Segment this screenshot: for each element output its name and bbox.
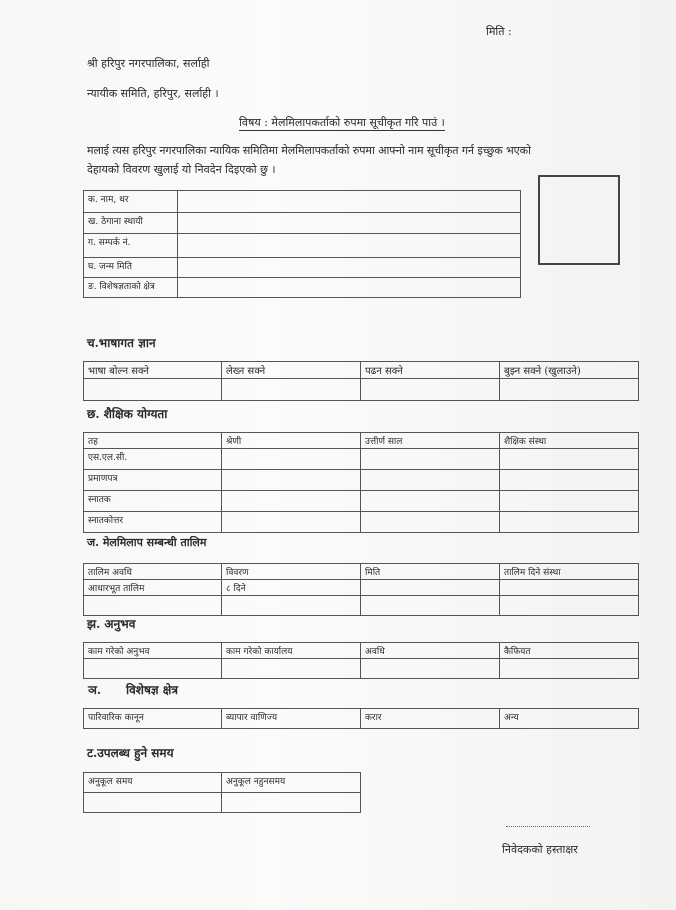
language-table xyxy=(83,361,639,401)
field-value-address[interactable] xyxy=(178,213,521,234)
header-cell: अनुकूल नहुनसमय xyxy=(222,773,361,793)
header-cell: अवधि xyxy=(361,643,500,659)
table-cell[interactable] xyxy=(84,379,222,401)
table-row xyxy=(84,709,639,729)
table-cell[interactable] xyxy=(222,596,361,616)
header-cell: बुझ्न सक्ने (खुलाउने) xyxy=(500,362,639,379)
table-row xyxy=(84,278,521,298)
expertise-option: अन्य xyxy=(500,709,639,729)
header-cell: विवरण xyxy=(222,564,361,580)
addressee-line-1: श्री हरिपुर नगरपालिका, सर्लाही xyxy=(87,57,210,70)
table-row xyxy=(84,773,361,793)
table-row xyxy=(84,580,639,596)
table-row xyxy=(84,379,639,401)
table-row xyxy=(84,793,361,813)
table-cell[interactable] xyxy=(361,491,500,512)
field-value-expertise[interactable] xyxy=(178,278,521,298)
language-section-title: च.भाषागत ज्ञान xyxy=(87,336,156,350)
expertise-option: करार xyxy=(361,709,500,729)
table-row xyxy=(84,643,639,659)
subject-line: विषय : मेलमिलापकर्ताको रुपमा सूचीकृत गरि पाउं । xyxy=(239,116,445,129)
body-text-line-2: देहायको विवरण खुलाई यो निवदेन दिइएको छु । xyxy=(87,163,276,176)
field-label-dob: घ. जन्म मिति xyxy=(84,258,178,278)
signature-line[interactable] xyxy=(506,826,590,827)
table-row xyxy=(84,512,639,533)
table-cell[interactable] xyxy=(361,512,500,533)
table-row xyxy=(84,449,639,470)
table-cell[interactable] xyxy=(222,470,361,491)
expertise-option: पारिवारिक कानून xyxy=(84,709,222,729)
table-cell[interactable] xyxy=(500,379,639,401)
field-label-contact: ग. सम्पर्क नं. xyxy=(84,234,178,258)
table-cell: आधारभूत तालिम xyxy=(84,580,222,596)
table-cell[interactable] xyxy=(361,449,500,470)
expertise-section-prefix: ञ. xyxy=(88,683,102,697)
header-cell: तालिम अवधि xyxy=(84,564,222,580)
header-cell: उत्तीर्ण साल xyxy=(361,433,500,449)
field-label-expertise: ङ. विशेषज्ञताको क्षेत्र xyxy=(84,278,178,298)
header-cell: मिति xyxy=(361,564,500,580)
header-cell: भाषा बोल्न सक्ने xyxy=(84,362,222,379)
availability-table xyxy=(83,772,361,813)
expertise-option: ब्यापार वाणिज्य xyxy=(222,709,361,729)
table-cell[interactable] xyxy=(222,449,361,470)
row-label: स्नातक xyxy=(84,491,222,512)
table-cell[interactable] xyxy=(222,491,361,512)
table-cell[interactable] xyxy=(361,596,500,616)
experience-section-title: झ. अनुभव xyxy=(87,617,136,631)
header-cell: काम गरेको अनुभव xyxy=(84,643,222,659)
row-label: एस.एल.सी. xyxy=(84,449,222,470)
body-text-line-1: मलाई त्यस हरिपुर नगरपालिका न्यायिक समितिमा मेलमिलापकर्ताको रुपमा आफ्नो नाम सूचीकृत गर्न इच्छुक भएको xyxy=(87,144,531,157)
experience-table xyxy=(83,642,639,679)
expertise-section-title: विशेषज्ञ क्षेत्र xyxy=(126,683,178,697)
row-label: प्रमाणपत्र xyxy=(84,470,222,491)
header-cell: अनुकूल समय xyxy=(84,773,222,793)
header-cell: शैक्षिक संस्था xyxy=(500,433,639,449)
header-cell: पढन सक्ने xyxy=(361,362,500,379)
table-row xyxy=(84,234,521,258)
table-cell[interactable] xyxy=(84,596,222,616)
header-cell: तह xyxy=(84,433,222,449)
table-cell[interactable] xyxy=(361,659,500,679)
table-cell[interactable] xyxy=(84,659,222,679)
header-cell: काम गरेको कार्यालय xyxy=(222,643,361,659)
header-cell: कैफियत xyxy=(500,643,639,659)
table-cell[interactable] xyxy=(361,379,500,401)
table-cell[interactable] xyxy=(222,379,361,401)
expertise-table xyxy=(83,708,639,729)
field-value-contact[interactable] xyxy=(178,234,521,258)
table-cell[interactable] xyxy=(500,659,639,679)
table-cell: ८ दिने xyxy=(222,580,361,596)
table-row xyxy=(84,213,521,234)
availability-section-title: ट.उपलब्ध हुने समय xyxy=(87,746,174,760)
table-row xyxy=(84,596,639,616)
field-value-name[interactable] xyxy=(178,191,521,213)
table-cell[interactable] xyxy=(222,512,361,533)
row-label: स्नातकोत्तर xyxy=(84,512,222,533)
photo-box xyxy=(538,175,620,265)
header-cell: श्रेणी xyxy=(222,433,361,449)
table-cell[interactable] xyxy=(500,512,639,533)
table-cell[interactable] xyxy=(500,449,639,470)
table-row xyxy=(84,362,639,379)
training-section-title: ज. मेलमिलाप सम्बन्धी तालिम xyxy=(87,536,207,549)
table-row xyxy=(84,491,639,512)
table-cell[interactable] xyxy=(84,793,222,813)
personal-details-table xyxy=(83,190,521,298)
table-cell[interactable] xyxy=(222,793,361,813)
addressee-line-2: न्यायीक समिति, हरिपुर, सर्लाही । xyxy=(87,87,219,100)
table-row xyxy=(84,433,639,449)
date-label: मिति : xyxy=(486,25,512,38)
table-row xyxy=(84,258,521,278)
table-row xyxy=(84,564,639,580)
table-row xyxy=(84,191,521,213)
signature-label: निवेदकको हस्ताक्षर xyxy=(502,843,578,856)
table-cell[interactable] xyxy=(500,596,639,616)
education-table xyxy=(83,432,639,533)
table-row xyxy=(84,659,639,679)
training-table xyxy=(83,563,639,616)
header-cell: तालिम दिने संस्था xyxy=(500,564,639,580)
header-cell: लेख्न सक्ने xyxy=(222,362,361,379)
table-cell[interactable] xyxy=(500,491,639,512)
table-cell[interactable] xyxy=(500,580,639,596)
table-cell[interactable] xyxy=(500,470,639,491)
table-cell[interactable] xyxy=(361,470,500,491)
table-cell[interactable] xyxy=(361,580,500,596)
table-row xyxy=(84,470,639,491)
education-section-title: छ. शैक्षिक योग्यता xyxy=(87,407,168,421)
table-cell[interactable] xyxy=(222,659,361,679)
field-label-address: ख. ठेगाना स्थायी xyxy=(84,213,178,234)
field-value-dob[interactable] xyxy=(178,258,521,278)
field-label-name: क. नाम, थर xyxy=(84,191,178,213)
